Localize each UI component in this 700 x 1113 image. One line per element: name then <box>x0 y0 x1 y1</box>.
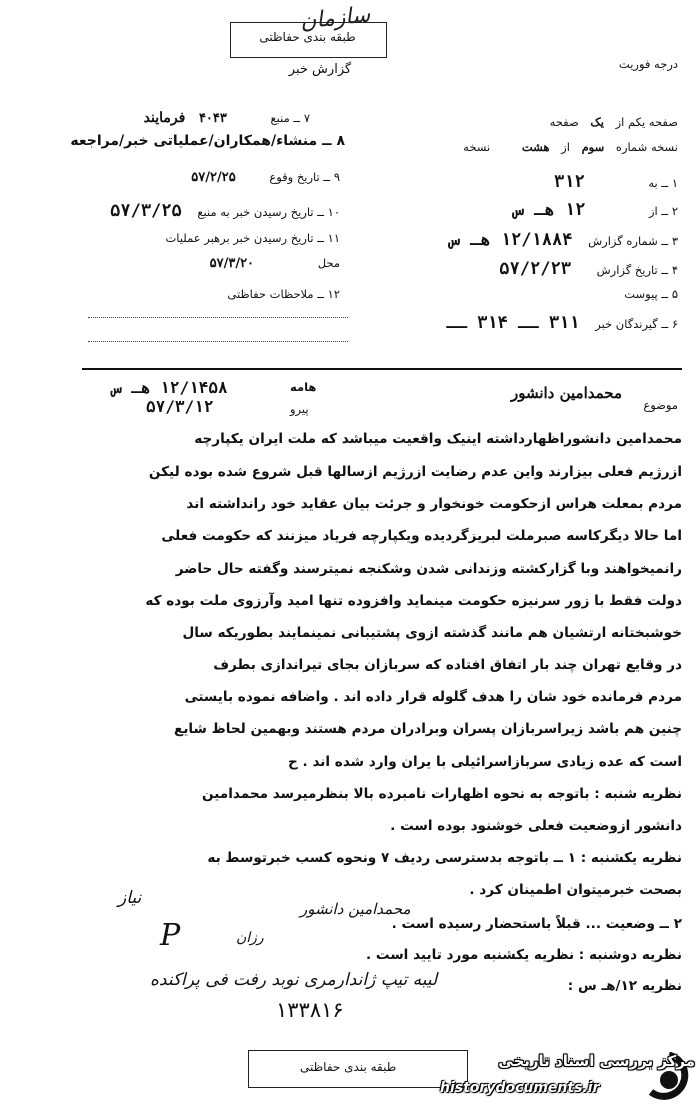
field-security-notes: ۱۲ ــ ملاحظات حفاظتی <box>227 287 340 301</box>
dotted-line <box>88 340 348 342</box>
handwriting-doc-number: ۱۳۳۸۱۶ <box>276 998 344 1022</box>
field-page: صفحه یکم از یک صفحه <box>549 115 678 129</box>
header-divider <box>82 368 682 370</box>
field-report-number: ۳ ــ شماره گزارش ۱۲/۱۸۸۴ هـ س <box>449 230 678 250</box>
field-recipients: ۶ ــ گیرندگان خبر ۳۱۱ ــ ۳۱۴ ــ <box>446 313 678 333</box>
handwriting-name: محمدامین دانشور <box>300 900 411 918</box>
body-line: ۲ ــ وضعیت ... قبلاً باستحضار رسیده است . <box>391 916 682 932</box>
follow-number: ۵۷/۳/۱۲ <box>146 397 214 416</box>
subject-value: محمدامین دانشور <box>510 384 622 402</box>
body-line: رانمیخواهند وبا گزارکشته وزندانی شدن وشکنجه نمیترسند وگفته حال حاضر <box>175 561 682 577</box>
opinion-12hs: نظریه ۱۲/هـ س : <box>567 978 682 994</box>
stamp-handwriting: سازمان <box>298 2 372 35</box>
body-line: است که عده زیادی سربازاسرائیلی با یران وارد شده اند . ح <box>288 754 682 770</box>
body-line: ازرژیم فعلی بیزارند واین عدم رضایت ازرژیم ازسالها قبل شروع شده بوده لیکن <box>148 464 682 480</box>
handwriting-remark: لیبه تیپ ژاندارمری نوبد رفت فی پراکنده <box>150 970 438 990</box>
field-date-to-source: ۱۰ ــ تاریخ رسیدن خبر به منبع ۵۷/۳/۲۵ <box>110 201 340 221</box>
report-title: گزارش خبر <box>288 62 352 77</box>
subject-label: موضوع <box>643 398 678 412</box>
opinion-saturday: نظریه شنبه : باتوجه به نحوه اظهارات نامبرده بالا بنظرمیرسد محمدامین <box>202 786 682 802</box>
handwriting-note: نیاز <box>118 888 142 908</box>
footer-stamp: طبقه بندی حفاظتی <box>300 1060 397 1074</box>
field-report-date: ۴ ــ تاریخ گزارش ۵۷/۲/۲۳ <box>499 259 678 279</box>
field-place: محل ۵۷/۳/۲۰ <box>209 256 340 271</box>
opinion-monday: نظریه دوشنبه : نظریه یکشنبه مورد تایید است . <box>366 947 682 963</box>
opinion-sunday: نظریه یکشنبه : ۱ ــ باتوجه بدسترسی ردیف ۷ ونحوه کسب خبرتوسط به <box>207 850 682 866</box>
body-line: دولت فقط با زور سرنیزه حکومت مینماید وافزوده تنها امید وآرزوی ملت بوده که <box>145 593 682 609</box>
body-line: اما حالا دیگرکاسه صبرملت لبریزگردیده ویکپارچه فریاد میزنند که حکومت فعلی <box>161 528 682 544</box>
body-line: خوشبختانه ارتشیان هم مانند گذشته ازوی پشتیبانی نمینمایند بطوریکه سال <box>182 625 682 641</box>
body-line: مردم بمعلت هراس ازحکومت خونخوار و جرئت بیان عقاید خود رانداشته اند <box>186 496 682 512</box>
field-date-to-leader: ۱۱ ــ تاریخ رسیدن خبر برهبر عملیات <box>165 231 340 245</box>
body-line: چنین هم باشد زیراسربازان پسران وبرادران مردم هستند وبهمین لحاظ شایع <box>174 721 682 737</box>
body-line: بصحت خبرمیتوان اطمینان کرد . <box>469 882 682 898</box>
body-line: مردم فرمانده خود شان را هدف گلوله قرار داده اند . واضافه نموده بایستی <box>184 689 682 705</box>
field-date-occurrence: ۹ ــ تاریخ وقوع ۵۷/۲/۲۵ <box>191 170 340 185</box>
watermark-text: مرکز بررسی اسناد تاریخی <box>498 1052 695 1070</box>
field-copy-number: نسخه شماره سوم از هشت نسخه <box>463 140 678 154</box>
handwriting-note: رزان <box>236 930 264 946</box>
body-line: محمدامین دانشوراظهارداشته اینیک واقعیت میباشد که ملت ایران یکپارچه <box>194 431 682 447</box>
watermark-url: historydocuments.ir <box>440 1080 600 1096</box>
field-origin: ۸ ــ منشاء/همکاران/عملیاتی خبر/مراجعه <box>70 133 345 149</box>
body-line: دانشور ازوضعیت فعلی خوشنود بوده است . <box>390 818 682 834</box>
body-line: در وقایع تهران چند بار اتفاق افتاده که سربازان بجای تیراندازی بطرف <box>213 657 682 673</box>
follow-label: پیرو <box>290 402 309 416</box>
field-source: ۷ ــ منبع ۴۰۴۳ فرمایند <box>143 110 310 126</box>
field-to: ۱ ــ به ۳۱۲ <box>554 172 678 192</box>
file-label: هامه <box>290 380 317 394</box>
handwriting-letter: P <box>160 918 181 953</box>
urgency-label: درجه فوریت <box>618 57 678 71</box>
field-from: ۲ ــ از ۱۲ هـ س <box>513 200 678 220</box>
field-attachment: ۵ ــ پیوست <box>624 287 678 301</box>
file-number: ۱۲/۱۴۵۸ هـ س <box>112 378 228 397</box>
dotted-line <box>88 316 348 318</box>
classification-stamp: طبقه بندی حفاظتی <box>259 30 356 44</box>
